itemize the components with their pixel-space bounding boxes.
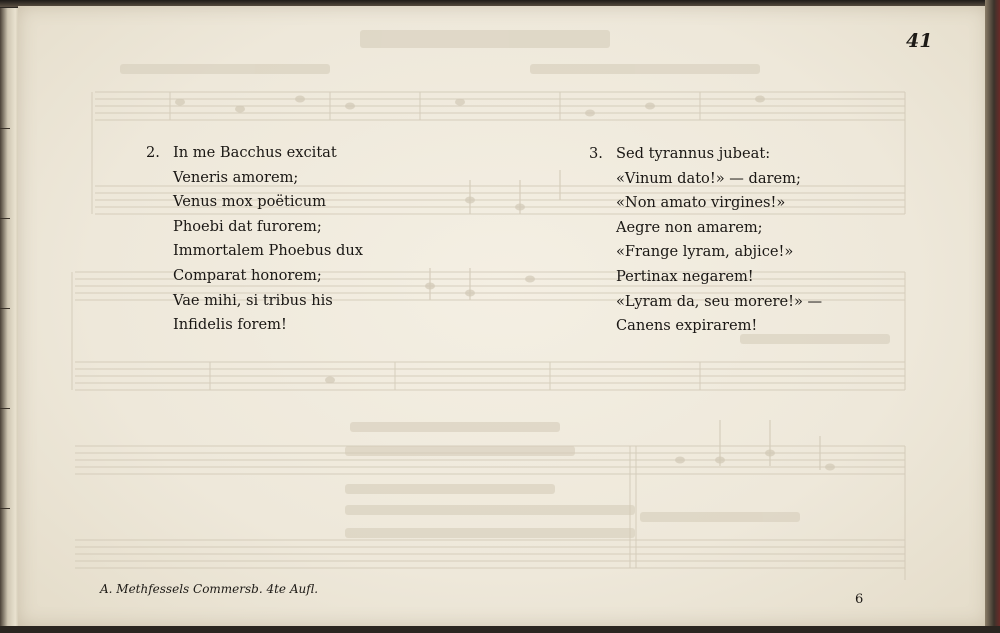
verse-text: Aegre non amarem; [616,218,763,236]
verse-text: «Lyram da, seu morere!» — [616,292,823,310]
page-number: 41 [906,30,933,52]
verse-text: «Vinum dato!» — darem; [616,169,801,187]
verse-text: Venus mox poëticum [173,193,326,211]
verse-text: Veneris amorem; [173,168,299,186]
verse-text: Infidelis forem! [173,316,287,334]
verse-text: «Frange lyram, abjice!» [616,243,794,261]
stanza-number: 2. [146,144,160,161]
verse-text: «Non amato virgines!» [616,194,786,212]
verse-text: In me Bacchus excitat [173,144,337,161]
stanza-number: 3. [589,145,603,162]
signature-mark: 6 [855,592,864,607]
stanza-3 [589,142,859,342]
verse-text: Phoebi dat furorem; [173,217,322,235]
verse-text: Sed tyrannus jubeat: [616,145,771,162]
verse-text: Comparat honorem; [173,267,322,284]
verse-text: Vae mihi, si tribus his [173,291,333,309]
verse-text: Immortalem Phoebus dux [173,242,364,260]
verse-text: Canens expirarem! [616,317,758,335]
stanza-line [589,142,859,167]
imprint-footer: A. Methfessels Commersb. 4te Aufl. [100,582,319,596]
verse-text: Pertinax negarem! [616,268,754,285]
stanza-line [146,141,406,166]
stanza-2 [146,141,406,341]
